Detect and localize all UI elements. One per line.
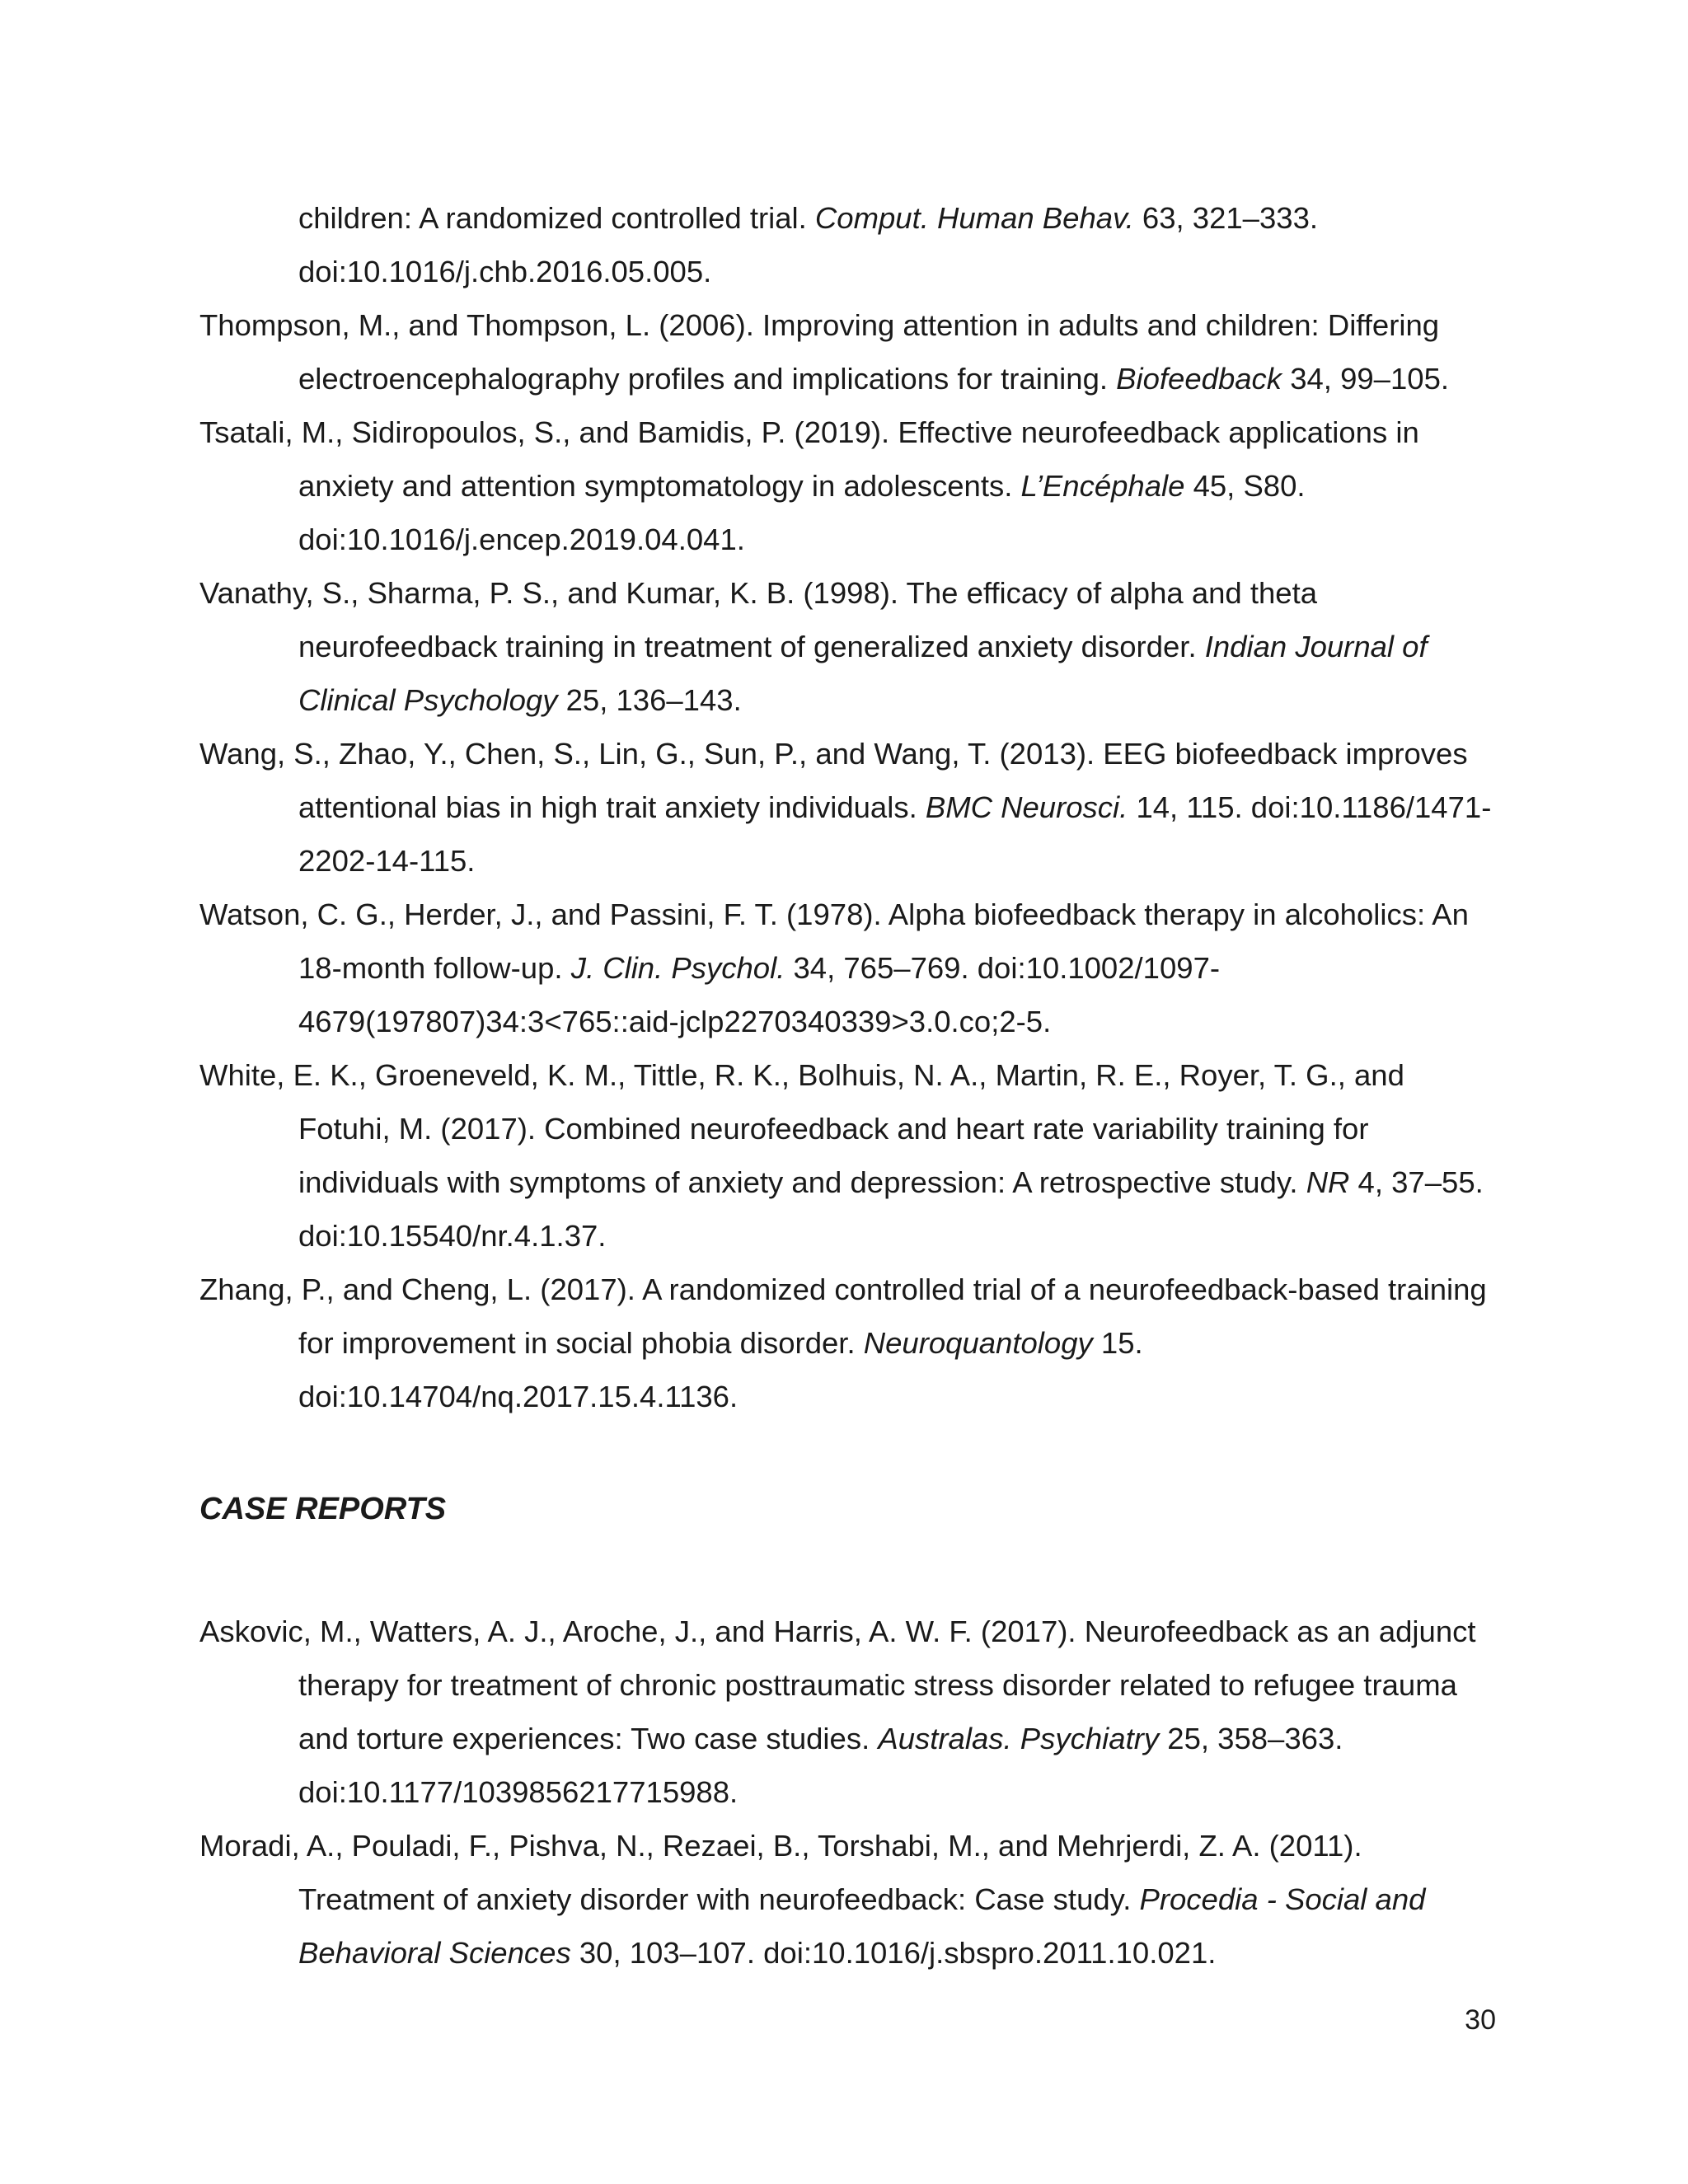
reference-details: 30, 103–107. doi:10.1016/j.sbspro.2011.10.021. [570,1936,1217,1970]
reference-entry [199,191,1502,298]
journal-title: Neuroquantology [863,1326,1093,1360]
reference-text: Thompson, M., and Thompson, L. (2006). Improving attention in adults and children: Differing electroencephalography profiles and implications for training. [199,308,1440,396]
journal-title: L’Encéphale [1020,469,1185,503]
reference-entry [199,1048,1502,1263]
reference-details: 45, S80. doi:10.1016/j.encep.2019.04.041. [298,469,1306,556]
reference-details: 34, 99–105. [1282,362,1450,396]
journal-title: Indian Journal of Clinical Psychology [298,630,1428,717]
reference-text: White, E. K., Groeneveld, K. M., Tittle, R. K., Bolhuis, N. A., Martin, R. E., Royer, T. G., and Fotuhi, M. (2017). Combined neurofeedback and heart rate variability training for individuals with symptoms of anxiety and depression: A retrospective study. [199,1058,1404,1199]
reference-text: children: A randomized controlled trial. [298,201,815,235]
journal-title: J. Clin. Psychol. [570,951,785,985]
journal-title: Biofeedback [1116,362,1282,396]
journal-title: Australas. Psychiatry [878,1722,1160,1755]
reference-entry [199,566,1502,727]
reference-text: Wang, S., Zhao, Y., Chen, S., Lin, G., Sun, P., and Wang, T. (2013). EEG biofeedback improves attentional bias in high trait anxiety individuals. [199,737,1468,824]
reference-details: 15. doi:10.14704/nq.2017.15.4.1136. [298,1326,1143,1413]
reference-text: Tsatali, M., Sidiropoulos, S., and Bamidis, P. (2019). Effective neurofeedback applications in anxiety and attention symptomatology in adolescents. [199,415,1419,503]
reference-details: 14, 115. doi:10.1186/1471-2202-14-115. [298,790,1492,878]
reference-text: Watson, C. G., Herder, J., and Passini, F. T. (1978). Alpha biofeedback therapy in alcoholics: An 18-month follow-up. [199,898,1469,985]
reference-details: 4, 37–55. doi:10.15540/nr.4.1.37. [298,1165,1484,1253]
reference-entry [199,888,1502,1048]
journal-title: NR [1306,1165,1350,1199]
journal-title: BMC Neurosci. [925,790,1128,824]
reference-entry [199,1605,1502,1819]
reference-entry [199,1819,1502,1980]
reference-entry [199,1263,1502,1423]
reference-details: 25, 358–363. doi:10.1177/1039856217715988. [298,1722,1343,1809]
reference-text: Askovic, M., Watters, A. J., Aroche, J., and Harris, A. W. F. (2017). Neurofeedback as an adjunct therapy for treatment of chronic posttraumatic stress disorder related to refugee trauma and torture experiences: Two case studies. [199,1615,1476,1755]
reference-list-top [199,191,1502,1423]
reference-entry [199,298,1502,405]
reference-text: Vanathy, S., Sharma, P. S., and Kumar, K. B. (1998). The efficacy of alpha and theta neurofeedback training in treatment of generalized anxiety disorder. [199,576,1318,663]
reference-details: 25, 136–143. [557,683,742,717]
reference-details: 34, 765–769. doi:10.1002/1097-4679(197807)34:3<765::aid-jclp2270340339>3.0.co;2-5. [298,951,1221,1038]
section-heading: CASE REPORTS [199,1492,447,1526]
reference-text: Zhang, P., and Cheng, L. (2017). A randomized controlled trial of a neurofeedback-based training for improvement in social phobia disorder. [199,1272,1487,1360]
journal-title: Procedia - Social and Behavioral Sciences [298,1882,1426,1970]
reference-list-case-reports [199,1605,1502,1980]
page-number: 30 [1465,2004,1496,2036]
reference-details: 63, 321–333. doi:10.1016/j.chb.2016.05.005. [298,201,1319,288]
reference-entry [199,727,1502,888]
reference-text: Moradi, A., Pouladi, F., Pishva, N., Rezaei, B., Torshabi, M., and Mehrjerdi, Z. A. (2011). Treatment of anxiety disorder with neurofeedback: Case study. [199,1829,1362,1916]
journal-title: Comput. Human Behav. [814,201,1134,235]
reference-entry [199,405,1502,566]
